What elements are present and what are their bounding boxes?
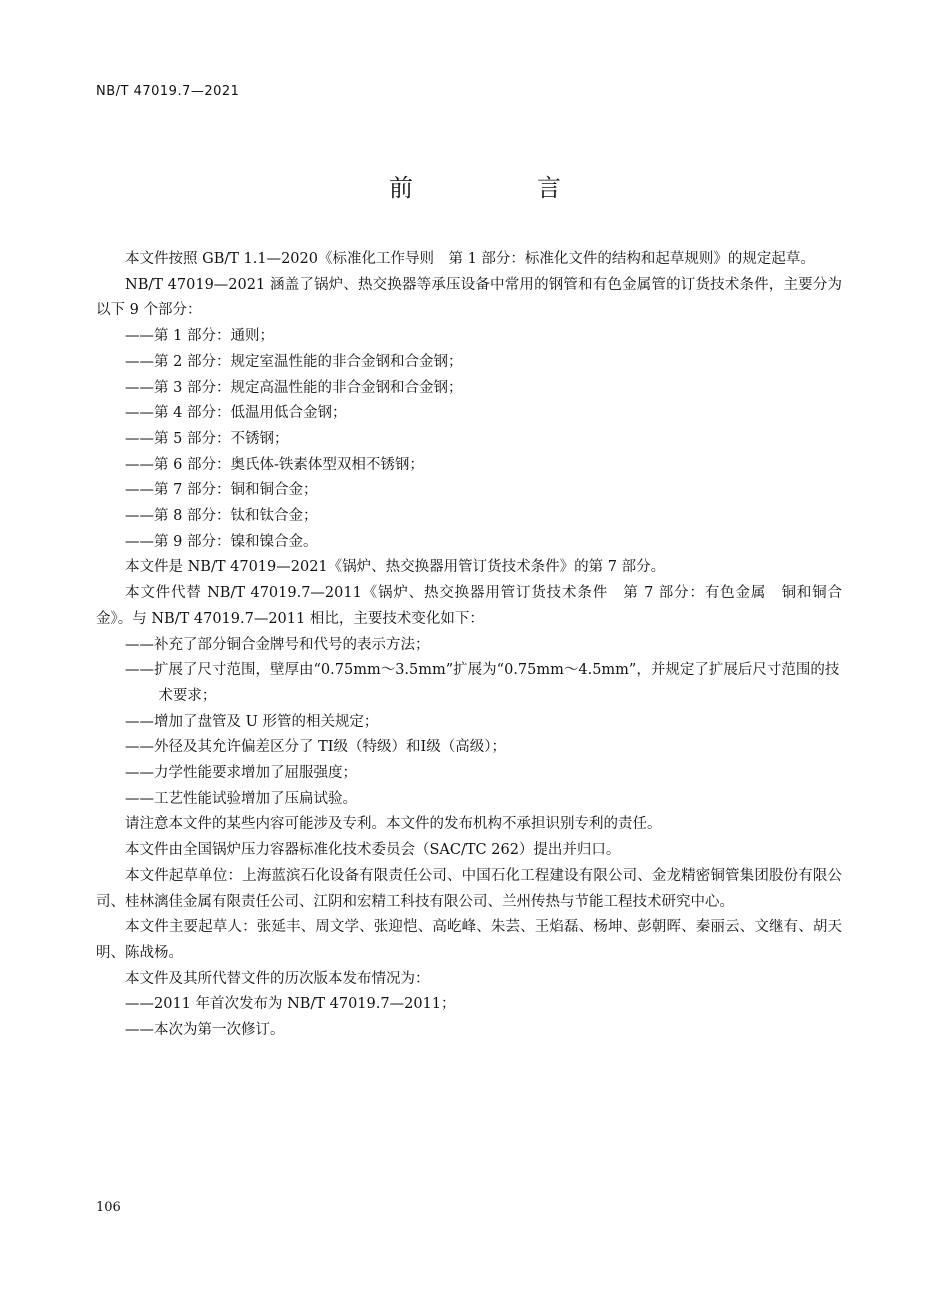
page-number: 106 xyxy=(96,1200,121,1215)
list-item: ——第 5 部分：不锈钢； xyxy=(125,430,289,447)
paragraph: 本文件按照 GB/T 1.1—2020《标准化工作导则 第 1 部分：标准化文件的结构和起草规则》的规定起草。 xyxy=(125,251,815,267)
list-item: ——扩展了尺寸范围，壁厚由“0.75mm～3.5mm”扩展为“0.75mm～4.5mm”，并规定了扩展后尺寸范围的技术要求； xyxy=(125,662,840,704)
paragraph: 本文件代替 NB/T 47019.7—2011《锅炉、热交换器用管订货技术条件 第 7 部分：有色金属 铜和铜合金》。与 NB/T 47019.7—2011 相比，主要技术变化如下： xyxy=(96,585,842,627)
page-title: 前 言 xyxy=(389,174,611,202)
list-item: ——外径及其允许偏差区分了 TⅠ级（特级）和Ⅰ级（高级）； xyxy=(125,739,506,756)
paragraph: 本文件主要起草人：张延丰、周文学、张迎恺、高屹峰、朱芸、王焰磊、杨坤、彭朝晖、秦丽云、文继有、胡天明、陈战杨。 xyxy=(96,919,842,961)
list-item: ——第 7 部分：铜和铜合金； xyxy=(125,482,318,499)
paragraph: 请注意本文件的某些内容可能涉及专利。本文件的发布机构不承担识别专利的责任。 xyxy=(125,816,662,833)
list-item: ——补充了部分铜合金牌号和代号的表示方法； xyxy=(125,636,430,653)
paragraph: 本文件是 NB/T 47019—2021《锅炉、热交换器用管订货技术条件》的第 7 部分。 xyxy=(125,559,666,576)
standard-code: NB/T 47019.7—2021 xyxy=(96,84,240,99)
list-item: ——第 1 部分：通则； xyxy=(125,328,274,345)
list-item: ——增加了盘管及 U 形管的相关规定； xyxy=(125,713,379,730)
list-item: ——第 3 部分：规定高温性能的非合金钢和合金钢； xyxy=(125,379,463,396)
paragraph: 本文件由全国锅炉压力容器标准化技术委员会（SAC/TC 262）提出并归口。 xyxy=(125,842,621,859)
foreword-body xyxy=(96,247,842,1044)
list-item: ——第 9 部分：镍和镍合金。 xyxy=(125,533,318,550)
list-item: ——第 6 部分：奥氏体-铁素体型双相不锈钢； xyxy=(125,456,424,473)
list-item: ——第 2 部分：规定室温性能的非合金钢和合金钢； xyxy=(125,353,463,370)
paragraph: 本文件及其所代替文件的历次版本发布情况为： xyxy=(125,970,430,987)
list-item: ——第 4 部分：低温用低合金钢； xyxy=(125,405,347,422)
paragraph: NB/T 47019—2021 涵盖了锅炉、热交换器等承压设备中常用的钢管和有色金属管的订货技术条件，主要分为以下 9 个部分： xyxy=(96,276,842,319)
paragraph: 本文件起草单位：上海蓝滨石化设备有限责任公司、中国石化工程建设有限公司、金龙精密铜管集团股份有限公司、桂林漓佳金属有限责任公司、江阴和宏精工科技有限公司、兰州传热与节能工程技术研究中心。 xyxy=(96,867,842,910)
list-item: ——本次为第一次修订。 xyxy=(125,1022,285,1039)
list-item: ——2011 年首次发布为 NB/T 47019.7—2011； xyxy=(125,996,456,1013)
list-item: ——工艺性能试验增加了压扁试验。 xyxy=(125,790,357,807)
list-item: ——力学性能要求增加了屈服强度； xyxy=(125,765,357,782)
list-item: ——第 8 部分：钛和钛合金； xyxy=(125,508,318,525)
